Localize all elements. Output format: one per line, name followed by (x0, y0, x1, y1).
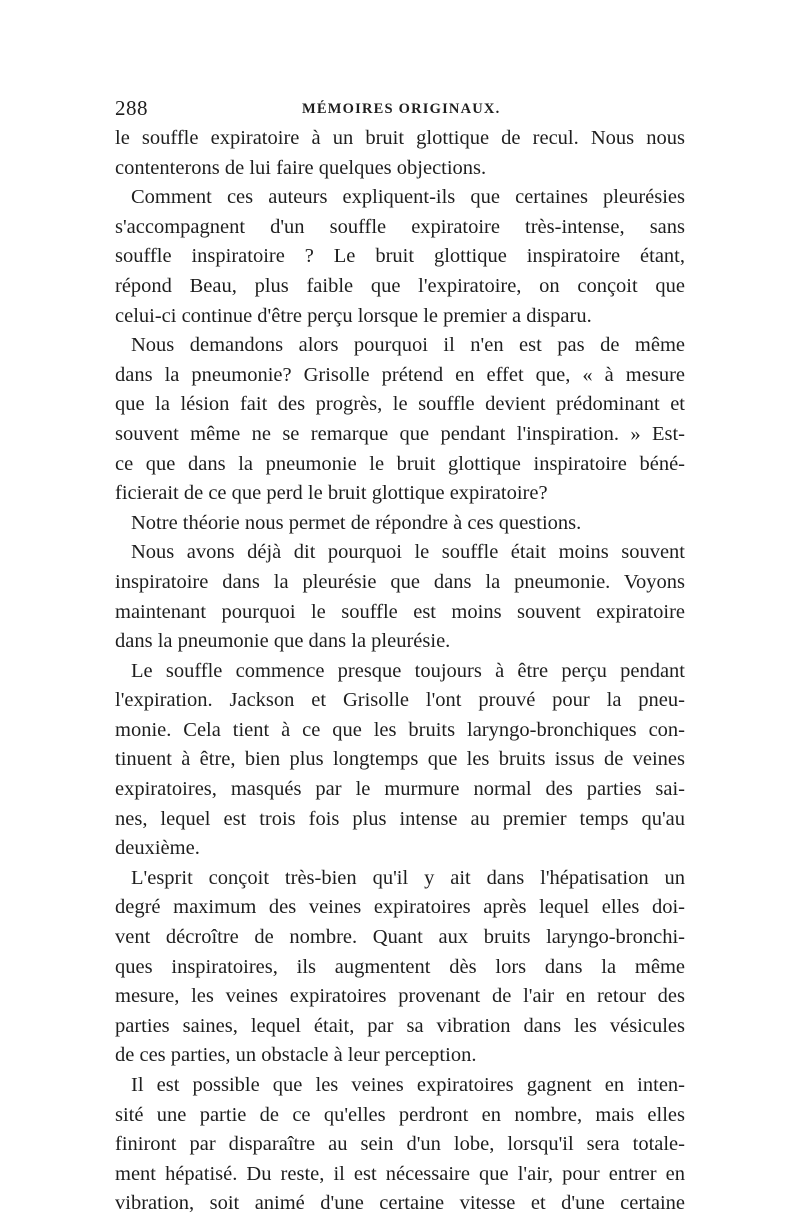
text-line: s'accompagnent d'un souffle expiratoire très-intense, sans (115, 215, 685, 238)
text-line: parties saines, lequel était, par sa vibration dans les vésicules (115, 1014, 685, 1037)
text-line: l'expiration. Jackson et Grisolle l'ont prouvé pour la pneu- (115, 689, 685, 712)
text-line: ques inspiratoires, ils augmentent dès lors dans la même (115, 955, 685, 978)
text-line: vent décroître de nombre. Quant aux bruits laryngo-bronchi- (115, 926, 685, 949)
body-text (115, 124, 685, 1219)
text-line: dans la pneumonie que dans la pleurésie. (115, 630, 451, 653)
text-line: souffle inspiratoire ? Le bruit glottique inspiratoire étant, (115, 245, 685, 268)
text-line: sité une partie de ce qu'elles perdront en nombre, mais elles (115, 1103, 685, 1126)
text-line: contenterons de lui faire quelques objections. (115, 156, 487, 179)
text-line: expiratoires, masqués par le murmure normal des parties sai- (115, 778, 685, 801)
text-line: tinuent à être, bien plus longtemps que les bruits issus de veines (115, 748, 685, 771)
text-line: celui-ci continue d'être perçu lorsque le premier a disparu. (115, 304, 592, 327)
text-line: monie. Cela tient à ce que les bruits laryngo-bronchiques con- (115, 718, 685, 741)
text-line: dans la pneumonie? Grisolle prétend en effet que, « à mesure (115, 363, 685, 386)
text-line: vibration, soit animé d'une certaine vitesse et d'une certaine (115, 1192, 685, 1215)
text-line: que la lésion fait des progrès, le souffle devient prédominant et (115, 393, 685, 416)
text-line: maintenant pourquoi le souffle est moins souvent expiratoire (115, 600, 685, 623)
text-line: deuxième. (115, 837, 200, 860)
text-line: Nous demandons alors pourquoi il n'en est pas de même (131, 334, 685, 357)
text-line: ficierait de ce que perd le bruit glottique expiratoire? (115, 482, 548, 505)
text-line: Le souffle commence presque toujours à être perçu pendant (131, 659, 685, 682)
text-line: ce que dans la pneumonie le bruit glottique inspiratoire béné- (115, 452, 685, 475)
text-line: Comment ces auteurs expliquent-ils que certaines pleurésies (131, 186, 685, 209)
text-line: souvent même ne se remarque que pendant l'inspiration. » Est- (115, 422, 685, 445)
text-line: répond Beau, plus faible que l'expiratoire, on conçoit que (115, 274, 685, 297)
text-line: inspiratoire dans la pleurésie que dans la pneumonie. Voyons (115, 570, 685, 593)
page-header (115, 96, 685, 126)
text-line: ment hépatisé. Du reste, il est nécessaire que l'air, pour entrer en (115, 1162, 685, 1185)
text-line: Notre théorie nous permet de répondre à ces questions. (131, 511, 582, 534)
text-line: nes, lequel est trois fois plus intense au premier temps qu'au (115, 807, 685, 830)
page-number: 288 (115, 96, 148, 120)
text-line: degré maximum des veines expiratoires après lequel elles doi- (115, 896, 685, 919)
text-line: de ces parties, un obstacle à leur perception. (115, 1044, 477, 1067)
text-line: Il est possible que les veines expiratoires gagnent en inten- (131, 1074, 685, 1096)
text-line: le souffle expiratoire à un bruit glottique de recul. Nous nous (115, 127, 685, 149)
text-line: mesure, les veines expiratoires provenant de l'air en retour des (115, 985, 685, 1008)
text-line: finiront par disparaître au sein d'un lobe, lorsqu'il sera totale- (115, 1133, 685, 1156)
text-line: L'esprit conçoit très-bien qu'il y ait dans l'hépatisation un (131, 866, 685, 889)
running-title: MÉMOIRES ORIGINAUX. (302, 101, 501, 117)
text-line: Nous avons déjà dit pourquoi le souffle était moins souvent (131, 541, 685, 564)
